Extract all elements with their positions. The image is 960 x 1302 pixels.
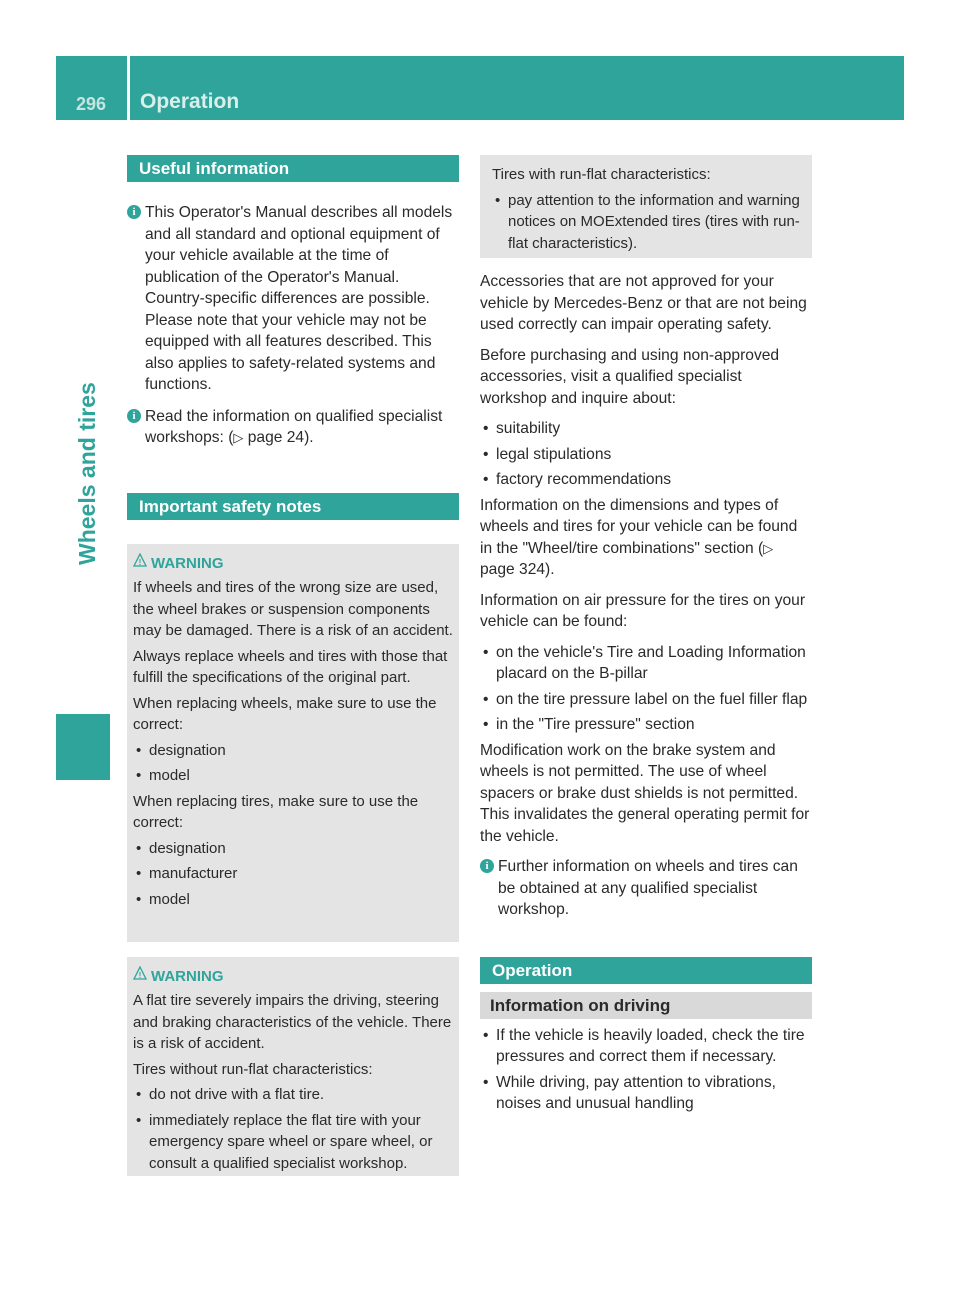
paragraph: Accessories that are not approved for your vehicle by Mercedes-Benz or that are not being used correctly can impair operating safety.	[480, 273, 807, 333]
info-icon: i	[127, 409, 141, 423]
list-item: • immediately replace the flat tire with your emergency spare wheel or spare wheel, or consult a qualified specialist workshop.	[133, 1110, 453, 1175]
box-text: Tires with run-flat characteristics:	[492, 166, 711, 183]
warning-label: WARNING	[151, 967, 224, 985]
list-item: • model	[133, 889, 453, 911]
list-item: • on the vehicle's Tire and Loading Information placard on the B-pillar	[480, 642, 812, 685]
info-text: Further information on wheels and tires can be obtained at any qualified specialist workshop.	[498, 858, 798, 918]
info-text: This Operator's Manual describes all models and all standard and optional equipment of your vehicle available at the time of publication of the Operator's Manual. Country-specific differences are possible. Please note that your vehicle may not be equipped with all features described. This also applies to safety-related systems and functions.	[145, 204, 453, 393]
section-title: Operation	[140, 90, 240, 113]
list-item: • suitability	[480, 418, 812, 440]
page-ref-arrow-icon[interactable]: ▷	[763, 540, 774, 556]
paragraph: Before purchasing and using non-approved accessories, visit a qualified specialist workshop and inquire about:	[480, 346, 780, 407]
warning-box	[127, 544, 459, 942]
warning-box	[127, 957, 459, 1176]
list-item: • model	[133, 765, 453, 787]
warning-text: When replacing tires, make sure to use the correct:	[133, 792, 419, 831]
list-item: • on the tire pressure label on the fuel filler flap	[480, 689, 812, 711]
left-column	[127, 155, 459, 1176]
svg-text:!: !	[138, 557, 142, 567]
page-header	[56, 56, 904, 120]
warning-text: Always replace wheels and tires with those that fulfill the specifications of the original part.	[133, 647, 448, 686]
warning-heading	[138, 553, 453, 575]
paragraph	[480, 495, 812, 581]
list-item: • manufacturer	[133, 863, 453, 885]
svg-text:!: !	[138, 970, 142, 980]
page-ref[interactable]: page 324).	[480, 561, 555, 578]
list-item: • designation	[133, 838, 453, 860]
list-item: • pay attention to the information and warning notices on MOExtended tires (tires with run-flat characteristics).	[492, 190, 806, 255]
warning-triangle-icon	[133, 966, 147, 980]
list-item: • designation	[133, 740, 453, 762]
information-on-driving-heading: Information on driving	[480, 992, 812, 1019]
warning-text: If wheels and tires of the wrong size are used, the wheel brakes or suspension components may be damaged. There is a risk of an accident.	[133, 579, 453, 639]
right-column	[480, 155, 812, 1119]
info-text: Read the information on qualified specialist workshops: (	[145, 407, 443, 446]
paragraph: Modification work on the brake system and wheels is not permitted. The use of wheel spacers or brake dust shields is not permitted. This invalidates the general operating permit for the vehicle.	[480, 741, 810, 845]
warning-text: When replacing wheels, make sure to use the correct:	[133, 694, 437, 733]
useful-information-heading: Useful information	[127, 155, 459, 182]
warning-text: Tires without run-flat characteristics:	[133, 1060, 373, 1078]
list-item: • in the "Tire pressure" section	[480, 714, 812, 736]
info-note	[127, 202, 459, 396]
list-item: • factory recommendations	[480, 469, 812, 491]
side-tab-block	[56, 714, 110, 780]
info-icon: i	[127, 205, 141, 219]
info-note	[127, 406, 459, 449]
list-item: • If the vehicle is heavily loaded, check the tire pressures and correct them if necessary.	[480, 1025, 812, 1068]
page-ref[interactable]: page 24).	[243, 429, 314, 446]
warning-text: A flat tire severely impairs the driving, steering and braking characteristics of the vehicle. There is a risk of accident.	[133, 992, 452, 1052]
warning-label: WARNING	[151, 554, 224, 572]
info-note	[480, 856, 812, 921]
info-icon: i	[480, 859, 494, 873]
operation-heading: Operation	[480, 957, 812, 984]
paragraph: Information on air pressure for the tires on your vehicle can be found:	[480, 591, 806, 630]
warning-heading	[138, 966, 453, 988]
list-item: • legal stipulations	[480, 444, 812, 466]
page-number: 296	[75, 94, 107, 114]
important-safety-notes-heading: Important safety notes	[127, 493, 459, 520]
paragraph-text: Information on the dimensions and types of wheels and tires for your vehicle can be found in the "Wheel/tire combinations" section (	[480, 496, 798, 557]
header-divider	[127, 56, 130, 120]
page-ref-arrow-icon[interactable]: ▷	[233, 430, 244, 445]
warning-box-continued	[480, 155, 812, 258]
warning-triangle-icon	[133, 553, 147, 567]
list-item: • While driving, pay attention to vibrations, noises and unusual handling	[480, 1072, 812, 1115]
side-tab-label: Wheels and tires	[74, 382, 100, 565]
list-item: • do not drive with a flat tire.	[133, 1084, 453, 1106]
